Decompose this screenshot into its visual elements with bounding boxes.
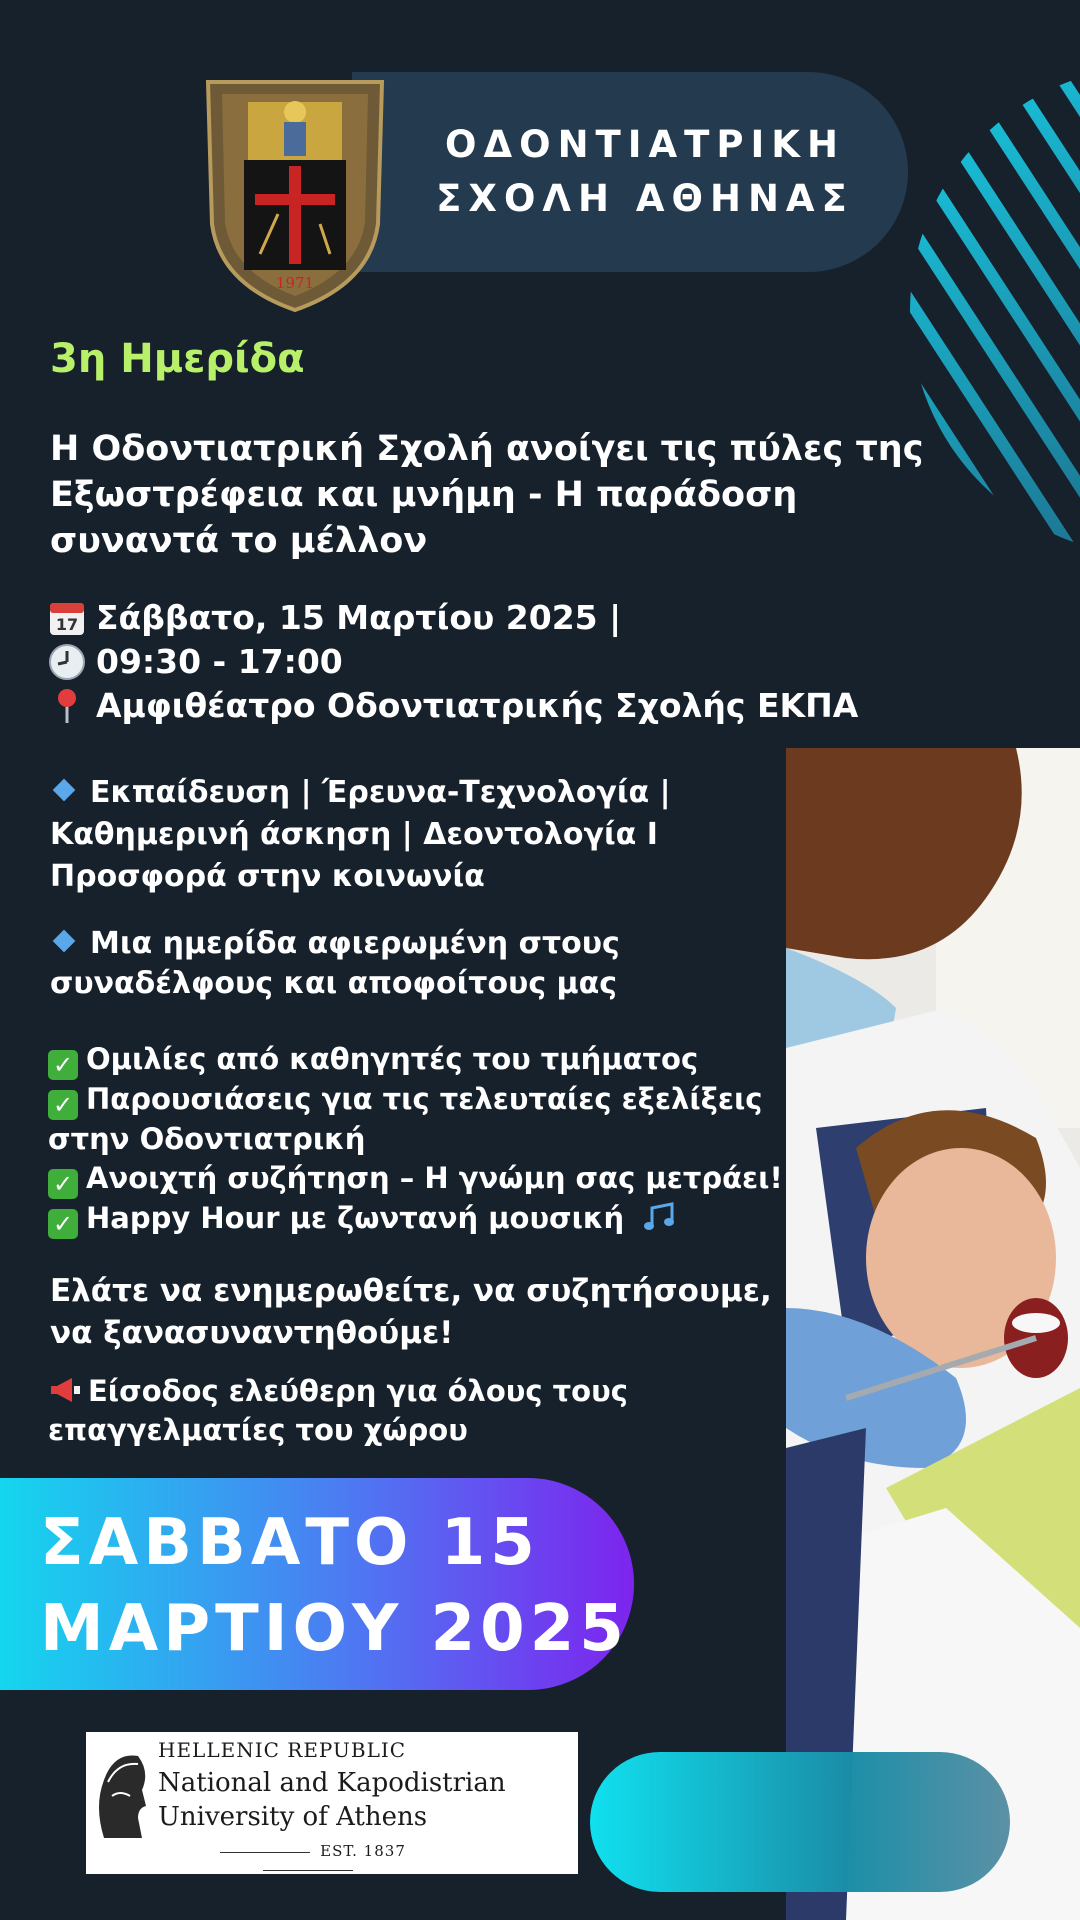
- location-line: [48, 684, 908, 728]
- check-icon: ✓: [48, 1169, 78, 1199]
- athena-head-icon: [90, 1746, 152, 1846]
- event-info: [48, 596, 908, 728]
- list-item: ✓ Παρουσιάσεις για τις τελευταίες εξελίξεις: [48, 1080, 788, 1120]
- decorative-teal-pill: [590, 1752, 1010, 1892]
- emblem-year: 1971: [275, 274, 315, 292]
- program-checklist: [48, 1040, 788, 1239]
- dedicated-line2: συναδέλφους και αποφοίτους μας: [50, 966, 618, 1001]
- date-banner-line1: ΣΑΒΒΑΤΟ 15: [40, 1506, 540, 1580]
- uni-name-line2: University of Athens: [158, 1802, 428, 1832]
- calendar-icon: [48, 599, 86, 637]
- check-icon: ✓: [48, 1050, 78, 1080]
- uni-name: [158, 1766, 506, 1834]
- date-banner-text: [40, 1500, 629, 1672]
- school-title: [400, 72, 890, 272]
- free-entry-line1: Είσοδος ελεύθερη για όλους τους: [88, 1374, 628, 1408]
- free-entry-line2: επαγγελματίες του χώρου: [48, 1413, 468, 1447]
- event-date: Σάββατο, 15 Μαρτίου 2025 |: [96, 598, 622, 637]
- school-emblem-logo: [200, 74, 390, 314]
- list-item: ✓ Happy Hour με ζωντανή μουσική: [48, 1199, 788, 1239]
- check-icon: ✓: [48, 1090, 78, 1120]
- event-location: Αμφιθέατρο Οδοντιατρικής Σχολής ΕΚΠΑ: [96, 686, 859, 725]
- university-logo: [86, 1732, 578, 1874]
- megaphone-icon: [48, 1375, 82, 1405]
- school-title-line1: ΟΔΟΝΤΙΑΤΡΙΚΗ: [445, 123, 845, 166]
- uni-republic: HELLENIC REPUBLIC: [158, 1738, 407, 1762]
- free-entry: [48, 1372, 768, 1450]
- topics-line3: Προσφορά στην κοινωνία: [50, 859, 485, 894]
- music-notes-icon: [642, 1202, 676, 1232]
- topics-line2: Καθημερινή άσκηση | Δεοντολογία Ι: [50, 817, 658, 852]
- diamond-icon: [53, 779, 76, 802]
- uni-name-line1: National and Kapodistrian: [158, 1768, 506, 1798]
- list-item: ✓ Ανοιχτή συζήτηση – Η γνώμη σας μετράει!: [48, 1159, 788, 1199]
- date-line: [48, 596, 908, 640]
- event-time: 09:30 - 17:00: [96, 642, 343, 681]
- list-item: ✓ Ομιλίες από καθηγητές του τμήματος: [48, 1040, 788, 1080]
- school-title-line2: ΣΧΟΛΗ ΑΘΗΝΑΣ: [436, 177, 854, 220]
- pin-icon: [48, 687, 86, 725]
- invite-line1: Ελάτε να ενημερωθείτε, να συζητήσουμε,: [50, 1273, 772, 1309]
- invite-line2: να ξανασυναντηθούμε!: [50, 1315, 454, 1351]
- uni-est: EST. 1837: [158, 1842, 458, 1878]
- event-label: 3η Ημερίδα: [50, 336, 305, 382]
- time-line: [48, 640, 908, 684]
- dentist-child-photo: [786, 748, 1080, 1920]
- topics-list: [50, 772, 770, 898]
- dedicated-text: [50, 924, 770, 1004]
- svg-text:17: 17: [55, 615, 79, 634]
- list-item-continued: στην Οδοντιατρική: [48, 1122, 366, 1156]
- date-banner-line2: ΜΑΡΤΙΟΥ 2025: [40, 1592, 629, 1666]
- event-headline: Η Οδοντιατρική Σχολή ανοίγει τις πύλες της Εξωστρέφεια και μνήμη - Η παράδοση συναντά το μέλλον: [50, 429, 924, 561]
- topics-line1: Εκπαίδευση | Έρευνα-Τεχνολογία |: [90, 775, 671, 810]
- clock-icon: [48, 643, 86, 681]
- check-icon: ✓: [48, 1209, 78, 1239]
- dedicated-line1: Μια ημερίδα αφιερωμένη στους: [90, 926, 620, 961]
- invite-text: [50, 1270, 790, 1354]
- diamond-icon: [53, 930, 76, 953]
